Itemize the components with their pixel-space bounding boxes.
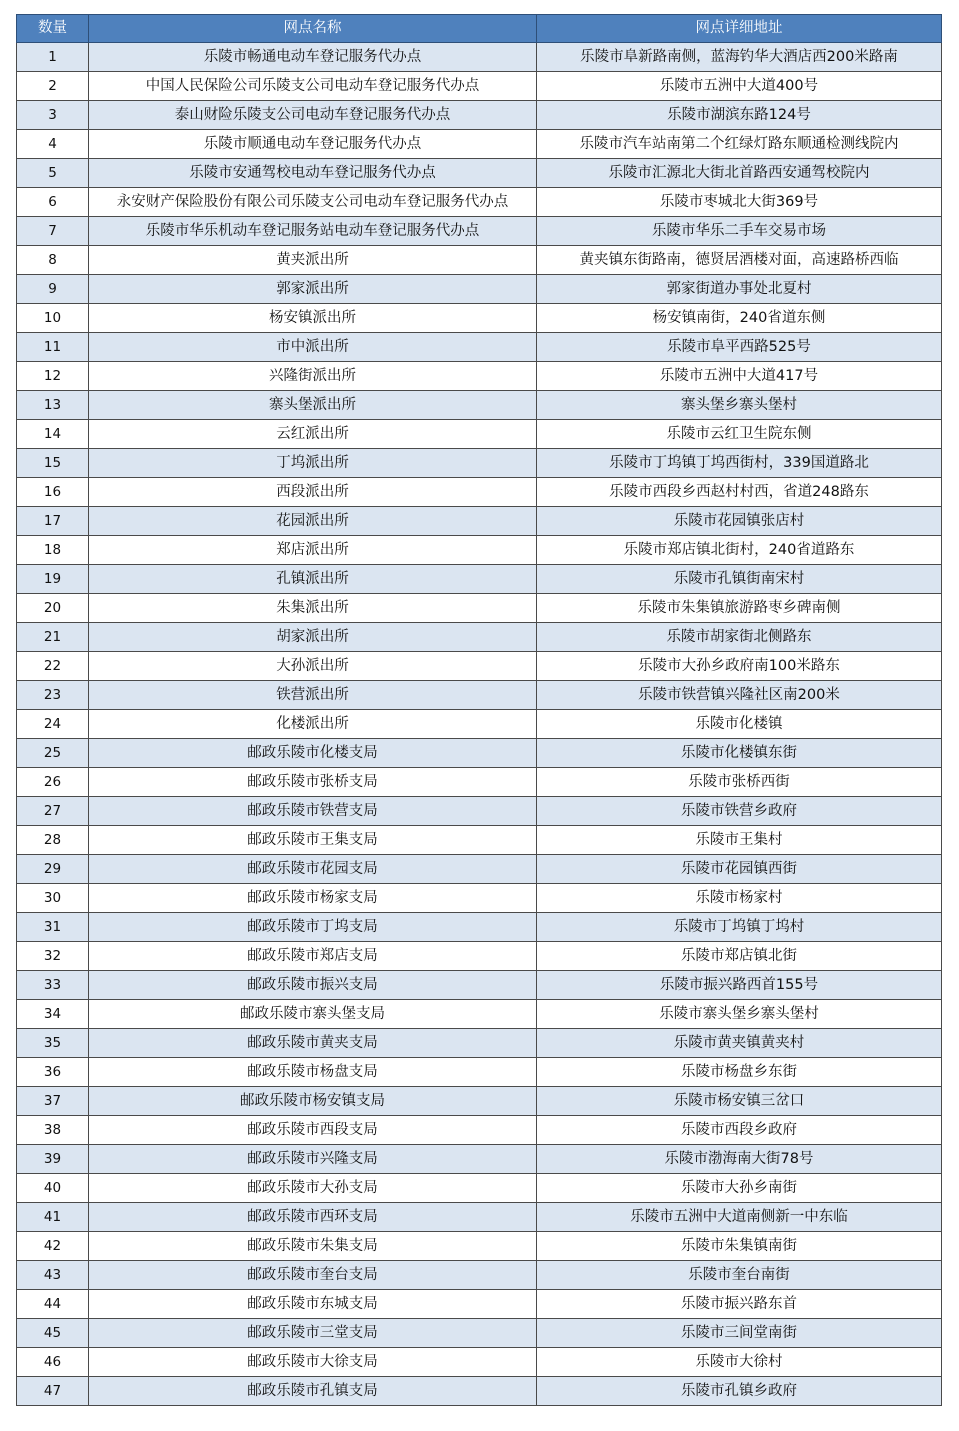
row-name-cell: 邮政乐陵市朱集支局: [89, 1232, 537, 1261]
table-row: [17, 275, 942, 304]
row-num-cell: 14: [17, 420, 89, 449]
row-name-cell: 大孙派出所: [89, 652, 537, 681]
row-num-cell: 34: [17, 1000, 89, 1029]
table-row: [17, 739, 942, 768]
row-num-cell: 29: [17, 855, 89, 884]
table-row: [17, 594, 942, 623]
row-address-cell: 乐陵市汇源北大街北首路西安通驾校院内: [537, 159, 942, 188]
row-address-cell: 乐陵市化楼镇东街: [537, 739, 942, 768]
table-row: [17, 217, 942, 246]
row-address-cell: 乐陵市郑店镇北街: [537, 942, 942, 971]
row-num-cell: 28: [17, 826, 89, 855]
table-row: [17, 652, 942, 681]
row-address-cell: 乐陵市孔镇乡政府: [537, 1377, 942, 1406]
row-num-cell: 31: [17, 913, 89, 942]
row-address-cell: 乐陵市振兴路东首: [537, 1290, 942, 1319]
row-num-cell: 27: [17, 797, 89, 826]
row-num-cell: 44: [17, 1290, 89, 1319]
row-address-cell: 乐陵市胡家街北侧路东: [537, 623, 942, 652]
row-address-cell: 乐陵市丁坞镇丁坞西街村，339国道路北: [537, 449, 942, 478]
table-row: [17, 1319, 942, 1348]
row-name-cell: 邮政乐陵市奎台支局: [89, 1261, 537, 1290]
row-name-cell: 黄夹派出所: [89, 246, 537, 275]
row-address-cell: 乐陵市华乐二手车交易市场: [537, 217, 942, 246]
table-row: [17, 72, 942, 101]
table-row: [17, 942, 942, 971]
table-row: [17, 449, 942, 478]
header-name: 网点名称: [89, 15, 537, 43]
row-name-cell: 铁营派出所: [89, 681, 537, 710]
row-num-cell: 2: [17, 72, 89, 101]
row-num-cell: 1: [17, 43, 89, 72]
row-name-cell: 朱集派出所: [89, 594, 537, 623]
row-address-cell: 乐陵市西段乡西赵村村西，省道248路东: [537, 478, 942, 507]
table-row: [17, 536, 942, 565]
row-name-cell: 郭家派出所: [89, 275, 537, 304]
row-name-cell: 泰山财险乐陵支公司电动车登记服务代办点: [89, 101, 537, 130]
row-num-cell: 13: [17, 391, 89, 420]
row-address-cell: 乐陵市杨家村: [537, 884, 942, 913]
table-row: [17, 681, 942, 710]
row-name-cell: 丁坞派出所: [89, 449, 537, 478]
table-row: [17, 333, 942, 362]
table-row: [17, 913, 942, 942]
table-row: [17, 1174, 942, 1203]
table-row: [17, 478, 942, 507]
row-address-cell: 乐陵市黄夹镇黄夹村: [537, 1029, 942, 1058]
row-address-cell: 寨头堡乡寨头堡村: [537, 391, 942, 420]
header-row: [17, 15, 942, 43]
table-row: [17, 623, 942, 652]
row-num-cell: 21: [17, 623, 89, 652]
row-name-cell: 乐陵市安通驾校电动车登记服务代办点: [89, 159, 537, 188]
row-name-cell: 孔镇派出所: [89, 565, 537, 594]
row-num-cell: 4: [17, 130, 89, 159]
row-num-cell: 39: [17, 1145, 89, 1174]
row-name-cell: 乐陵市顺通电动车登记服务代办点: [89, 130, 537, 159]
row-num-cell: 6: [17, 188, 89, 217]
row-num-cell: 46: [17, 1348, 89, 1377]
header-num: 数量: [17, 15, 89, 43]
table-row: [17, 971, 942, 1000]
table-row: [17, 1203, 942, 1232]
row-num-cell: 5: [17, 159, 89, 188]
row-name-cell: 邮政乐陵市振兴支局: [89, 971, 537, 1000]
row-num-cell: 20: [17, 594, 89, 623]
table-row: [17, 246, 942, 275]
row-address-cell: 乐陵市杨安镇三岔口: [537, 1087, 942, 1116]
table-row: [17, 101, 942, 130]
row-address-cell: 乐陵市大孙乡南街: [537, 1174, 942, 1203]
table-row: [17, 1261, 942, 1290]
table-row: [17, 1000, 942, 1029]
table-row: [17, 884, 942, 913]
row-num-cell: 36: [17, 1058, 89, 1087]
row-name-cell: 化楼派出所: [89, 710, 537, 739]
row-name-cell: 云红派出所: [89, 420, 537, 449]
table-row: [17, 826, 942, 855]
row-num-cell: 25: [17, 739, 89, 768]
row-address-cell: 乐陵市五洲中大道南侧新一中东临: [537, 1203, 942, 1232]
row-num-cell: 16: [17, 478, 89, 507]
row-address-cell: 乐陵市孔镇街南宋村: [537, 565, 942, 594]
row-address-cell: 黄夹镇东街路南，德贤居酒楼对面，高速路桥西临: [537, 246, 942, 275]
table-row: [17, 1377, 942, 1406]
row-address-cell: 乐陵市湖滨东路124号: [537, 101, 942, 130]
table-row: [17, 855, 942, 884]
row-name-cell: 寨头堡派出所: [89, 391, 537, 420]
table-row: [17, 1058, 942, 1087]
header-address: 网点详细地址: [537, 15, 942, 43]
row-address-cell: 杨安镇南街，240省道东侧: [537, 304, 942, 333]
row-name-cell: 邮政乐陵市孔镇支局: [89, 1377, 537, 1406]
row-name-cell: 邮政乐陵市张桥支局: [89, 768, 537, 797]
row-name-cell: 邮政乐陵市三堂支局: [89, 1319, 537, 1348]
row-num-cell: 43: [17, 1261, 89, 1290]
table-row: [17, 130, 942, 159]
row-num-cell: 11: [17, 333, 89, 362]
row-name-cell: 邮政乐陵市寨头堡支局: [89, 1000, 537, 1029]
row-address-cell: 乐陵市汽车站南第二个红绿灯路东顺通检测线院内: [537, 130, 942, 159]
row-address-cell: 乐陵市郑店镇北街村，240省道路东: [537, 536, 942, 565]
row-name-cell: 邮政乐陵市东城支局: [89, 1290, 537, 1319]
row-num-cell: 41: [17, 1203, 89, 1232]
row-name-cell: 邮政乐陵市化楼支局: [89, 739, 537, 768]
row-name-cell: 乐陵市华乐机动车登记服务站电动车登记服务代办点: [89, 217, 537, 246]
row-num-cell: 33: [17, 971, 89, 1000]
row-name-cell: 邮政乐陵市西环支局: [89, 1203, 537, 1232]
row-name-cell: 花园派出所: [89, 507, 537, 536]
row-name-cell: 邮政乐陵市杨盘支局: [89, 1058, 537, 1087]
row-address-cell: 乐陵市振兴路西首155号: [537, 971, 942, 1000]
table-row: [17, 391, 942, 420]
row-num-cell: 38: [17, 1116, 89, 1145]
row-num-cell: 30: [17, 884, 89, 913]
table-row: [17, 797, 942, 826]
row-name-cell: 邮政乐陵市大徐支局: [89, 1348, 537, 1377]
row-name-cell: 邮政乐陵市郑店支局: [89, 942, 537, 971]
row-num-cell: 22: [17, 652, 89, 681]
row-name-cell: 杨安镇派出所: [89, 304, 537, 333]
row-name-cell: 中国人民保险公司乐陵支公司电动车登记服务代办点: [89, 72, 537, 101]
row-address-cell: 乐陵市五洲中大道400号: [537, 72, 942, 101]
row-name-cell: 邮政乐陵市杨家支局: [89, 884, 537, 913]
table-row: [17, 362, 942, 391]
row-num-cell: 47: [17, 1377, 89, 1406]
row-num-cell: 40: [17, 1174, 89, 1203]
row-name-cell: 邮政乐陵市铁营支局: [89, 797, 537, 826]
table-row: [17, 565, 942, 594]
row-name-cell: 邮政乐陵市兴隆支局: [89, 1145, 537, 1174]
row-address-cell: 乐陵市奎台南街: [537, 1261, 942, 1290]
row-num-cell: 26: [17, 768, 89, 797]
row-address-cell: 郭家街道办事处北夏村: [537, 275, 942, 304]
row-address-cell: 乐陵市寨头堡乡寨头堡村: [537, 1000, 942, 1029]
table-row: [17, 507, 942, 536]
row-num-cell: 15: [17, 449, 89, 478]
row-name-cell: 永安财产保险股份有限公司乐陵支公司电动车登记服务代办点: [89, 188, 537, 217]
table-row: [17, 159, 942, 188]
row-address-cell: 乐陵市铁营镇兴隆社区南200米: [537, 681, 942, 710]
table-row: [17, 768, 942, 797]
row-name-cell: 邮政乐陵市花园支局: [89, 855, 537, 884]
row-num-cell: 7: [17, 217, 89, 246]
row-num-cell: 37: [17, 1087, 89, 1116]
row-num-cell: 10: [17, 304, 89, 333]
row-num-cell: 9: [17, 275, 89, 304]
table-row: [17, 1290, 942, 1319]
row-address-cell: 乐陵市杨盘乡东街: [537, 1058, 942, 1087]
row-num-cell: 32: [17, 942, 89, 971]
row-num-cell: 23: [17, 681, 89, 710]
row-address-cell: 乐陵市花园镇张店村: [537, 507, 942, 536]
row-name-cell: 胡家派出所: [89, 623, 537, 652]
row-address-cell: 乐陵市三间堂南街: [537, 1319, 942, 1348]
row-num-cell: 12: [17, 362, 89, 391]
row-address-cell: 乐陵市渤海南大街78号: [537, 1145, 942, 1174]
row-name-cell: 邮政乐陵市黄夹支局: [89, 1029, 537, 1058]
table-row: [17, 710, 942, 739]
row-address-cell: 乐陵市朱集镇旅游路枣乡碑南侧: [537, 594, 942, 623]
table-row: [17, 1232, 942, 1261]
row-name-cell: 邮政乐陵市杨安镇支局: [89, 1087, 537, 1116]
row-name-cell: 邮政乐陵市大孙支局: [89, 1174, 537, 1203]
row-name-cell: 邮政乐陵市西段支局: [89, 1116, 537, 1145]
table-row: [17, 1029, 942, 1058]
service-points-table: [16, 14, 942, 1406]
table-row: [17, 420, 942, 449]
row-name-cell: 乐陵市畅通电动车登记服务代办点: [89, 43, 537, 72]
row-address-cell: 乐陵市铁营乡政府: [537, 797, 942, 826]
row-address-cell: 乐陵市王集村: [537, 826, 942, 855]
row-name-cell: 郑店派出所: [89, 536, 537, 565]
row-num-cell: 18: [17, 536, 89, 565]
table-row: [17, 188, 942, 217]
row-name-cell: 兴隆街派出所: [89, 362, 537, 391]
row-address-cell: 乐陵市云红卫生院东侧: [537, 420, 942, 449]
row-address-cell: 乐陵市张桥西街: [537, 768, 942, 797]
row-name-cell: 市中派出所: [89, 333, 537, 362]
table-row: [17, 1087, 942, 1116]
row-num-cell: 35: [17, 1029, 89, 1058]
table-row: [17, 43, 942, 72]
row-address-cell: 乐陵市朱集镇南街: [537, 1232, 942, 1261]
table-row: [17, 1348, 942, 1377]
row-num-cell: 3: [17, 101, 89, 130]
table-row: [17, 1116, 942, 1145]
row-address-cell: 乐陵市大孙乡政府南100米路东: [537, 652, 942, 681]
row-name-cell: 邮政乐陵市王集支局: [89, 826, 537, 855]
row-address-cell: 乐陵市西段乡政府: [537, 1116, 942, 1145]
row-address-cell: 乐陵市五洲中大道417号: [537, 362, 942, 391]
row-num-cell: 17: [17, 507, 89, 536]
row-num-cell: 42: [17, 1232, 89, 1261]
row-address-cell: 乐陵市丁坞镇丁坞村: [537, 913, 942, 942]
row-name-cell: 邮政乐陵市丁坞支局: [89, 913, 537, 942]
row-address-cell: 乐陵市大徐村: [537, 1348, 942, 1377]
row-address-cell: 乐陵市花园镇西街: [537, 855, 942, 884]
row-address-cell: 乐陵市枣城北大街369号: [537, 188, 942, 217]
table-body: [17, 43, 942, 1406]
row-num-cell: 8: [17, 246, 89, 275]
row-address-cell: 乐陵市阜新路南侧，蓝海钓华大酒店西200米路南: [537, 43, 942, 72]
row-num-cell: 24: [17, 710, 89, 739]
table-row: [17, 1145, 942, 1174]
row-num-cell: 45: [17, 1319, 89, 1348]
row-name-cell: 西段派出所: [89, 478, 537, 507]
table-header: [17, 15, 942, 43]
row-address-cell: 乐陵市阜平西路525号: [537, 333, 942, 362]
row-num-cell: 19: [17, 565, 89, 594]
row-address-cell: 乐陵市化楼镇: [537, 710, 942, 739]
table-row: [17, 304, 942, 333]
